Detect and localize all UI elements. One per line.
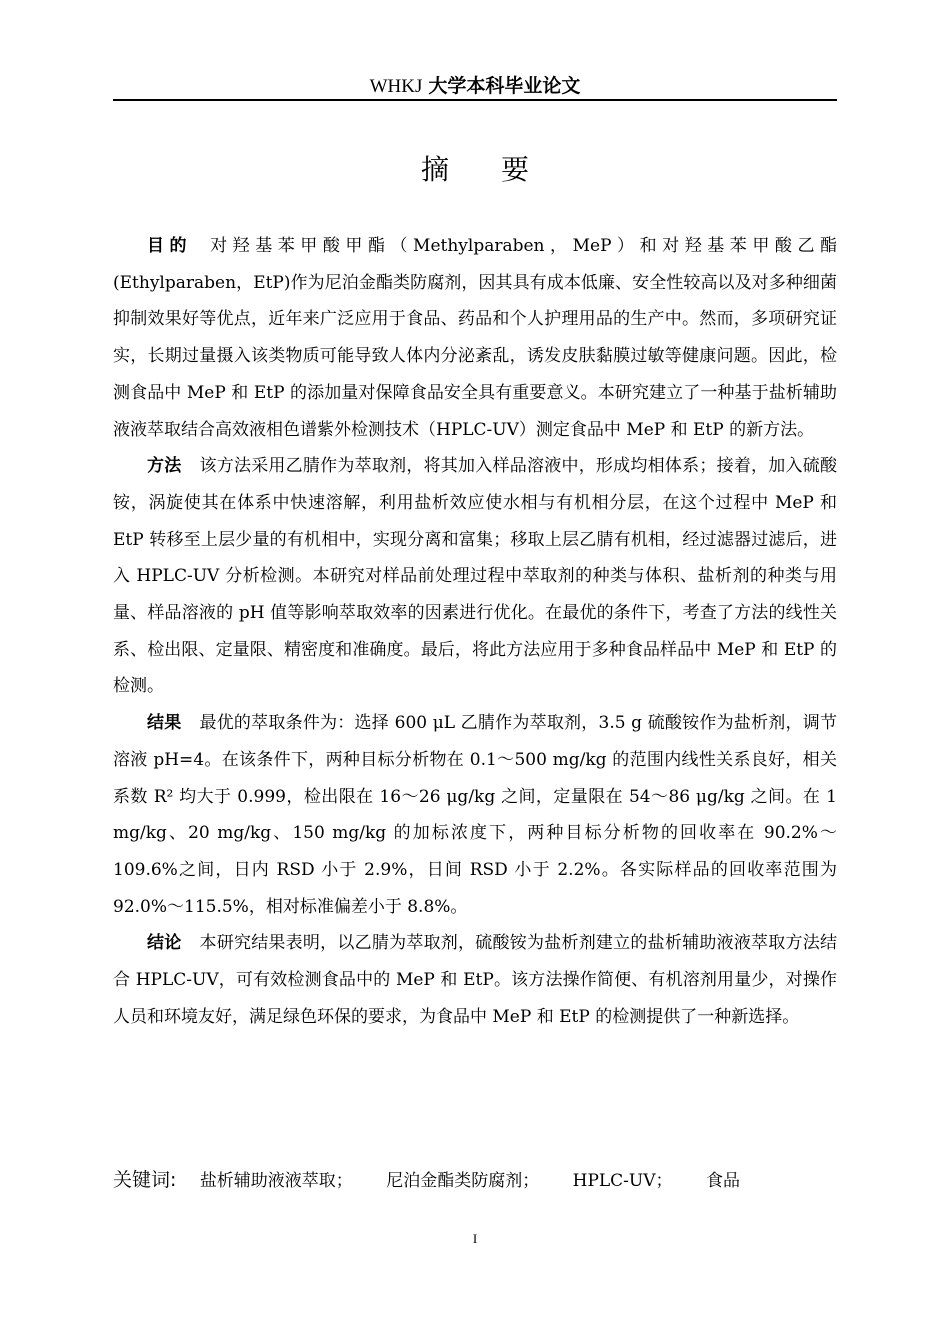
section-results <box>113 705 837 925</box>
section-text: 最优的萃取条件为：选择 600 μL 乙腈作为萃取剂，3.5 g 硫酸铵作为盐析剂，调节溶液 pH=4。在该条件下，两种目标分析物在 0.1～500 mg/kg 的范围内线性关系良好，相关系数 R² 均大于 0.999，检出限在 16～26 μg/kg 之间，定量限在 54～86 μg/kg 之间。在 1 mg/kg、20 mg/kg、150 mg/kg 的加标浓度下，两种目标分析物的回收率在 90.2%～109.6%之间，日内 RSD 小于 2.9%，日间 RSD 小于 2.2%。各实际样品的回收率范围为 92.0%～115.5%，相对标准偏差小于 8.8%。 <box>113 713 837 917</box>
section-text: 本研究结果表明，以乙腈为萃取剂，硫酸铵为盐析剂建立的盐析辅助液液萃取方法结合 HPLC-UV，可有效检测食品中的 MeP 和 EtP。该方法操作简便、有机溶剂用量少，对操作人员和环境友好，满足绿色环保的要求，为食品中 MeP 和 EtP 的检测提供了一种新选择。 <box>113 933 838 1027</box>
keywords-line <box>113 1165 837 1196</box>
section-text: 该方法采用乙腈作为萃取剂，将其加入样品溶液中，形成均相体系；接着，加入硫酸铵，涡旋使其在体系中快速溶解，利用盐析效应使水相与有机相分层，在这个过程中 MeP 和 EtP 转移至上层少量的有机相中，实现分离和富集；移取上层乙腈有机相，经过滤器过滤后，进入 HPLC-UV 分析检测。本研究对样品前处理过程中萃取剂的种类与体积、盐析剂的种类与用量、样品溶液的 pH 值等影响萃取效率的因素进行优化。在最优的条件下，考查了方法的线性关系、检出限、定量限、精密度和准确度。最后，将此方法应用于多种食品样品中 MeP 和 EtP 的检测。 <box>113 456 838 697</box>
keyword-item: 尼泊金酯类防腐剂； <box>386 1171 540 1191</box>
keyword-item: HPLC-UV； <box>572 1171 673 1191</box>
abstract-title: 摘要 <box>420 153 581 186</box>
section-text: 对羟基苯甲酸甲酯（Methylparaben，MeP）和对羟基苯甲酸乙酯(Ethylparaben，EtP)作为尼泊金酯类防腐剂，因其具有成本低廉、安全性较高以及对多种细菌抑制效果好等优点，近年来广泛应用于食品、药品和个人护理用品的生产中。然而，多项研究证实，长期过量摄入该类物质可能导致人体内分泌紊乱，诱发皮肤黏膜过敏等健康问题。因此，检测食品中 MeP 和 EtP 的添加量对保障食品安全具有重要意义。本研究建立了一种基于盐析辅助液液萃取结合高效液相色谱紫外检测技术（HPLC-UV）测定食品中 MeP 和 EtP 的新方法。 <box>113 236 838 440</box>
section-conclusion <box>113 925 837 1035</box>
keyword-item: 盐析辅助液液萃取； <box>199 1171 353 1191</box>
section-label: 方法 <box>147 456 182 477</box>
header-school-code: WHKJ <box>369 76 423 97</box>
section-purpose <box>113 228 837 448</box>
keyword-item: 食品 <box>705 1171 740 1191</box>
section-label: 结论 <box>147 933 182 954</box>
section-label: 目的 <box>147 236 193 256</box>
section-method <box>113 448 837 705</box>
section-label: 结果 <box>147 713 182 734</box>
page-header <box>113 74 837 99</box>
abstract-body <box>113 228 837 1035</box>
header-rule <box>113 99 837 101</box>
keywords-label: 关键词: <box>113 1169 177 1191</box>
page-number: I <box>472 1231 478 1246</box>
header-thesis-label: 大学本科毕业论文 <box>428 75 581 97</box>
